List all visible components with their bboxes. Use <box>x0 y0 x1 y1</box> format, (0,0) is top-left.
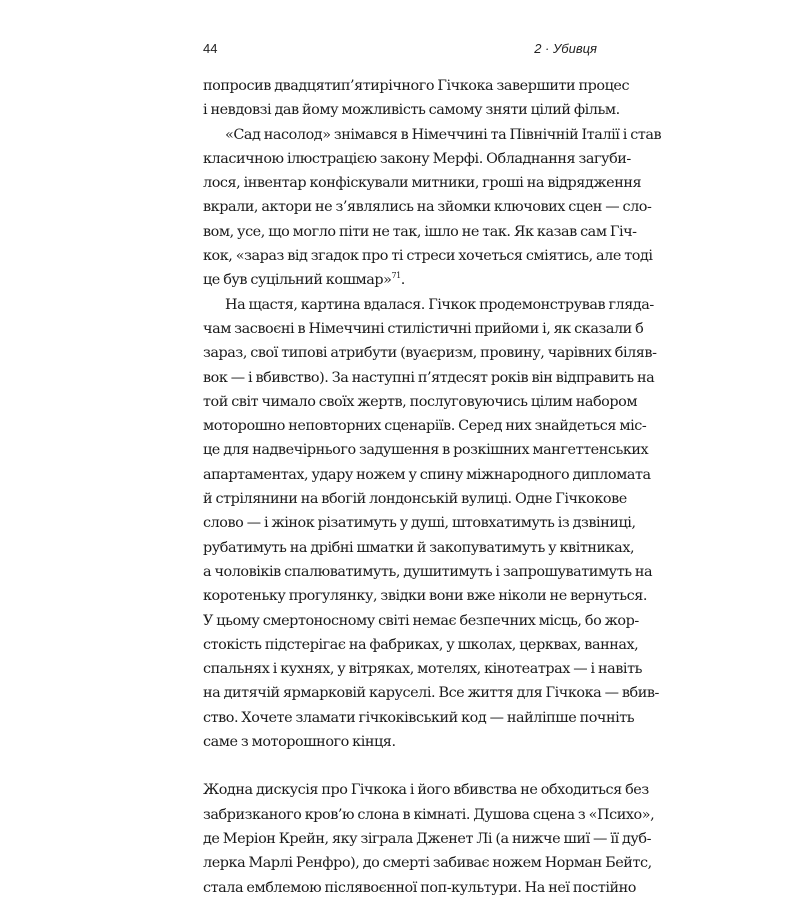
text-line: це для надвечірнього задушення в розкішних мангеттенських <box>203 442 649 459</box>
footnote-marker[interactable]: 71 <box>391 271 401 281</box>
text-line: стокість підстерігає на фабриках, у школах, церквах, ваннах, <box>203 636 639 653</box>
book-page <box>203 0 662 896</box>
text-line: спальнях і кухнях, у вітряках, мотелях, кінотеатрах — і навіть <box>203 661 642 678</box>
text-line: Жодна дискусія про Гічкока і його вбивства не обходиться без <box>203 782 649 799</box>
text-line: лерка Марлі Ренфро), до смерті забиває ножем Норман Бейтс, <box>203 855 652 872</box>
text-line: лося, інвентар конфіскували митники, гроші на відрядження <box>203 175 642 192</box>
text-line: апартаментах, удару ножем у спину міжнародного дипломата <box>203 466 651 483</box>
page-number: 44 <box>203 41 218 56</box>
text-line: саме з моторошного кінця. <box>203 734 396 751</box>
text-line: забризканого кров’ю слона в кімнаті. Душова сцена з «Психо», <box>203 806 655 823</box>
text-line: вкрали, актори не з’являлись на зйомки ключових сцен — сло- <box>203 199 652 216</box>
text-line: той світ чимало своїх жертв, послуговуючись цілим набором <box>203 393 638 410</box>
text-line: моторошно неповторних сценаріїв. Серед них знайдеться міс- <box>203 418 647 435</box>
paragraph <box>203 293 659 755</box>
text-line: кок, «зараз від згадок про ті стреси хочеться сміятись, але тоді <box>203 248 653 265</box>
paragraph <box>203 778 655 899</box>
text-line: а чоловіків спалюватимуть, душитимуть і запрошуватимуть на <box>203 563 653 580</box>
text-line: ство. Хочете зламати гічкоківський код — найліпше почніть <box>203 709 635 726</box>
paragraph <box>203 74 630 123</box>
text-line: попросив двадцятип’ятирічного Гічкока завершити процес <box>203 78 630 94</box>
text-line: і невдовзі дав йому можливість самому зняти цілий фільм. <box>203 102 620 119</box>
line-trailing-punctuation: . <box>400 272 405 289</box>
running-head <box>203 41 597 59</box>
text-line: вом, усе, що могло піти не так, ішло не так. Як казав сам Гіч- <box>203 223 637 240</box>
paragraph <box>203 123 662 293</box>
text-line: слово — і жінок різатимуть у душі, штовхатимуть із дзвіниці, <box>203 515 636 532</box>
chapter-title: 2 · Убивця <box>534 41 597 56</box>
text-line: це був суцільний кошмар»$^{71}$. <box>203 271 405 289</box>
text-line: На щастя, картина вдалася. Гічкок продемонстрував гляда- <box>225 296 654 313</box>
text-line: стала емблемою післявоєнної поп-культури. На неї постійно <box>203 879 637 896</box>
text-line: на дитячій ярмарковій каруселі. Все життя для Гічкока — вбив- <box>203 685 659 702</box>
body-text <box>203 74 662 900</box>
text-line: де Меріон Крейн, яку зіграла Дженет Лі (а нижче шиї — її дуб- <box>203 830 652 847</box>
text-line: У цьому смертоносному світі немає безпечних місць, бо жор- <box>203 612 639 629</box>
text-line: й стрілянини на вбогій лондонській вулиці. Одне Гічкокове <box>203 491 627 508</box>
text-line: коротеньку прогулянку, звідки вони вже ніколи не вернуться. <box>203 588 647 605</box>
section-break <box>203 754 597 778</box>
text-line: зараз, свої типові атрибути (вуаєризм, провину, чарівних бiляв- <box>203 345 657 362</box>
text-line: вок — і вбивство). За наступні п’ятдесят років він відправить на <box>203 369 655 386</box>
text-line: класичною ілюстрацією закону Мерфі. Обладнання загуби- <box>203 150 631 167</box>
text-line: чам засвоєні в Німеччині стилістичні прийоми і, як сказали б <box>203 320 644 337</box>
text-line: рубатимуть на дрібні шматки й закопуватимуть у квітниках, <box>203 539 635 556</box>
text-line: «Сад насолод» знімався в Німеччині та Північній Італії і став <box>225 126 662 143</box>
